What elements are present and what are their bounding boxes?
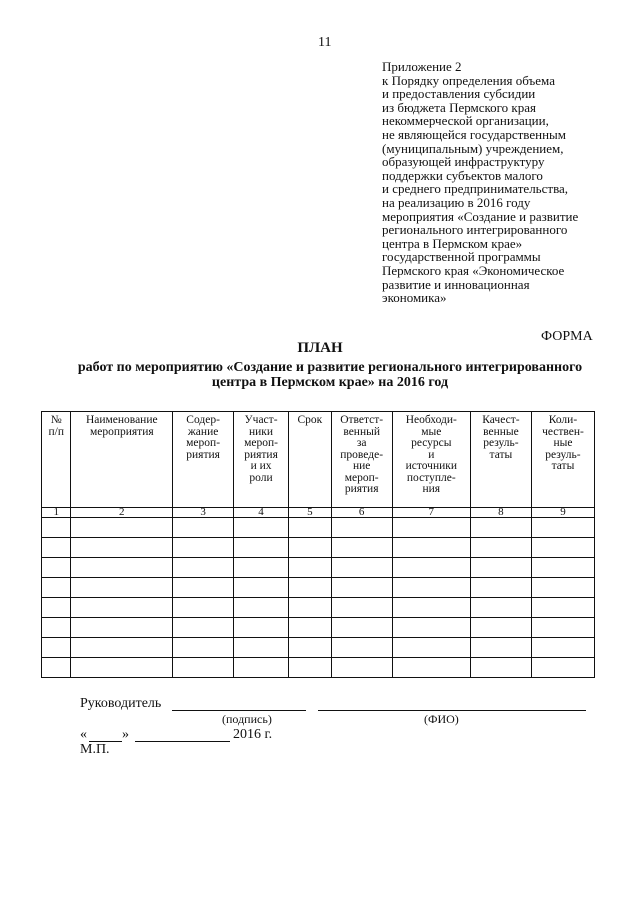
table-cell[interactable] [173, 538, 234, 558]
column-number: 9 [531, 508, 594, 518]
table-cell[interactable] [173, 638, 234, 658]
table-cell[interactable] [531, 638, 594, 658]
header-cell: № п/п [42, 412, 71, 508]
appendix-line: государственной программы [382, 249, 541, 265]
table-cell[interactable] [42, 598, 71, 618]
table-cell[interactable] [71, 658, 173, 678]
column-number: 3 [173, 508, 234, 518]
table-cell[interactable] [288, 538, 331, 558]
table-cell[interactable] [234, 578, 289, 598]
form-label: ФОРМА [541, 329, 593, 344]
date-close-quote: » [122, 727, 129, 742]
appendix-line: и среднего предпринимательства, [382, 181, 569, 197]
column-number-row [42, 508, 595, 518]
table-cell[interactable] [531, 598, 594, 618]
appendix-line: на реализацию в 2016 году [382, 194, 531, 210]
table-cell[interactable] [392, 518, 470, 538]
header-cell: Срок [288, 412, 331, 508]
table-cell[interactable] [331, 598, 392, 618]
table-cell[interactable] [173, 598, 234, 618]
table-cell[interactable] [71, 598, 173, 618]
header-cell: Необходи- мые ресурсы и источники поступле- ния [392, 412, 470, 508]
appendix-line: экономика» [382, 290, 447, 306]
stamp-label: М.П. [80, 742, 110, 757]
table-cell[interactable] [173, 658, 234, 678]
table-cell[interactable] [392, 658, 470, 678]
table-header-row [42, 412, 595, 508]
table-cell[interactable] [331, 618, 392, 638]
table-row [42, 518, 595, 538]
table-cell[interactable] [288, 658, 331, 678]
table-cell[interactable] [531, 618, 594, 638]
table-cell[interactable] [234, 658, 289, 678]
table-cell[interactable] [173, 578, 234, 598]
table-cell[interactable] [331, 558, 392, 578]
signature-caption: (подпись) [222, 712, 272, 726]
table-cell[interactable] [71, 538, 173, 558]
table-cell[interactable] [288, 518, 331, 538]
appendix-line: из бюджета Пермского края [382, 99, 537, 115]
plan-subtitle: работ по мероприятию «Создание и развитие регионального интегрированного центра в Пермском крае» на 2016 год [77, 360, 583, 390]
table-cell[interactable] [234, 638, 289, 658]
appendix-line: центра в Пермском крае» [382, 235, 523, 251]
table-cell[interactable] [470, 538, 531, 558]
table-cell[interactable] [71, 578, 173, 598]
table-cell[interactable] [470, 578, 531, 598]
appendix-line: (муниципальным) учреждением, [382, 140, 564, 156]
table-cell[interactable] [71, 558, 173, 578]
appendix-line: не являющейся государственным [382, 126, 566, 142]
fio-caption: (ФИО) [424, 712, 459, 726]
table-cell[interactable] [470, 598, 531, 618]
table-row [42, 538, 595, 558]
header-cell: Содер- жание мероп- риятия [173, 412, 234, 508]
table-cell[interactable] [288, 578, 331, 598]
table-cell[interactable] [470, 658, 531, 678]
table-cell[interactable] [531, 658, 594, 678]
table-cell[interactable] [288, 618, 331, 638]
header-cell: Ответст- венный за проведе- ние мероп- риятия [331, 412, 392, 508]
table-cell[interactable] [234, 558, 289, 578]
column-number: 8 [470, 508, 531, 518]
table-cell[interactable] [470, 618, 531, 638]
table-cell[interactable] [42, 638, 71, 658]
appendix-line: развитие и инновационная [382, 276, 530, 292]
plan-table [41, 411, 595, 678]
fio-field[interactable] [318, 710, 586, 711]
table-cell[interactable] [173, 558, 234, 578]
date-month-field[interactable] [135, 741, 230, 742]
date-open-quote: « [80, 727, 87, 742]
table-cell[interactable] [392, 598, 470, 618]
header-cell: Качест- венные резуль- таты [470, 412, 531, 508]
page-number: 11 [318, 35, 332, 50]
table-cell[interactable] [234, 598, 289, 618]
table-cell[interactable] [288, 558, 331, 578]
table-cell[interactable] [392, 538, 470, 558]
table-cell[interactable] [470, 638, 531, 658]
table-row [42, 658, 595, 678]
table-cell[interactable] [531, 558, 594, 578]
column-number: 1 [42, 508, 71, 518]
table-row [42, 638, 595, 658]
table-cell[interactable] [531, 578, 594, 598]
table-cell[interactable] [392, 618, 470, 638]
table-cell[interactable] [331, 538, 392, 558]
table-row [42, 598, 595, 618]
table-cell[interactable] [234, 518, 289, 538]
signature-field[interactable] [172, 710, 306, 711]
table-cell[interactable] [234, 538, 289, 558]
table-cell[interactable] [71, 518, 173, 538]
table-cell[interactable] [470, 518, 531, 538]
column-number: 7 [392, 508, 470, 518]
table-cell[interactable] [42, 558, 71, 578]
table-cell[interactable] [331, 638, 392, 658]
table-cell[interactable] [470, 558, 531, 578]
column-number: 4 [234, 508, 289, 518]
appendix-line: поддержки субъектов малого [382, 167, 543, 183]
appendix-line: мероприятия «Создание и развитие [382, 208, 579, 224]
table-cell[interactable] [392, 558, 470, 578]
appendix-line: некоммерческой организации, [382, 113, 549, 129]
table-cell[interactable] [531, 538, 594, 558]
table-cell[interactable] [531, 518, 594, 538]
table-cell[interactable] [331, 658, 392, 678]
table-cell[interactable] [71, 638, 173, 658]
plan-title: ПЛАН [297, 340, 343, 356]
column-number: 2 [71, 508, 173, 518]
column-number: 5 [288, 508, 331, 518]
appendix-line: и предоставления субсидии [382, 86, 536, 102]
table-cell[interactable] [331, 518, 392, 538]
table-cell[interactable] [42, 538, 71, 558]
appendix-line: Приложение 2 [382, 59, 462, 74]
leader-label: Руководитель [80, 696, 162, 711]
header-cell: Участ- ники мероп- риятия и их роли [234, 412, 289, 508]
column-number: 6 [331, 508, 392, 518]
table-cell[interactable] [234, 618, 289, 638]
header-cell: Коли- чествен- ные резуль- таты [531, 412, 594, 508]
date-year: 2016 г. [233, 727, 273, 742]
table-cell[interactable] [331, 578, 392, 598]
table-cell[interactable] [173, 618, 234, 638]
appendix-line: образующей инфраструктуру [382, 154, 545, 170]
table-cell[interactable] [71, 618, 173, 638]
table-cell[interactable] [42, 518, 71, 538]
table-row [42, 618, 595, 638]
appendix-line: Пермского края «Экономическое [382, 262, 565, 278]
table-cell[interactable] [173, 518, 234, 538]
table-row [42, 578, 595, 598]
table-cell[interactable] [42, 658, 71, 678]
table-cell[interactable] [392, 638, 470, 658]
table-cell[interactable] [42, 618, 71, 638]
appendix-line: регионального интегрированного [382, 222, 568, 238]
appendix-block [382, 60, 632, 305]
table-cell[interactable] [42, 578, 71, 598]
table-cell[interactable] [392, 578, 470, 598]
table-cell[interactable] [288, 638, 331, 658]
appendix-line: к Порядку определения объема [382, 72, 555, 88]
table-row [42, 558, 595, 578]
header-cell: Наименование мероприятия [71, 412, 173, 508]
table-cell[interactable] [288, 598, 331, 618]
